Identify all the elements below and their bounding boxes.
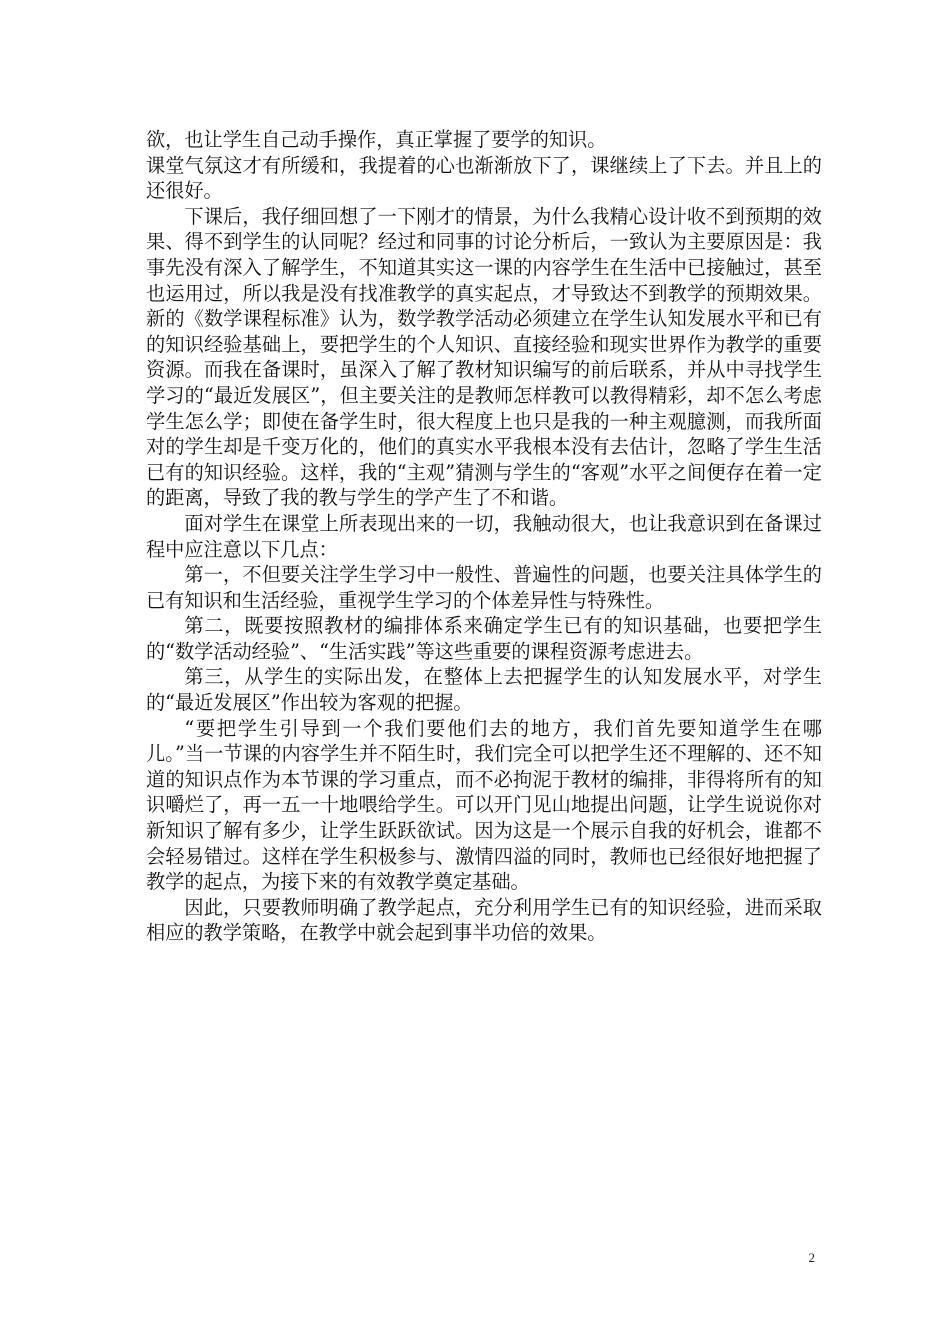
paragraph-continued: 欲，也让学生自己动手操作，真正掌握了要学的知识。 xyxy=(146,128,607,151)
paragraph-quote: “要把学生引导到一个我们要他们去的地方，我们首先要知道学生在哪儿。”当一节课的内容学生并不陌生时，我们完全可以把学生还不理解的、还不知道的知识点作为本节课的学习重点，而不必拘泥于教材的编排，非得将所有的知识嚼烂了，再一五一十地喂给学生。可以开门见山地提出问题，让学生说说你对新知识了解有多少，让学生跃跃欲试。因为这是一个展示自我的好机会，谁都不会轻易错过。这样在学生积极参与、激情四溢的同时，教师也已经很好地把握了教学的起点，为接下来的有效教学奠定基础。 xyxy=(146,716,822,894)
paragraph-point-three: 第三，从学生的实际出发，在整体上去把握学生的认知发展水平，对学生的“最近发展区”作出较为客观的把握。 xyxy=(146,665,822,715)
page-number: 2 xyxy=(808,1250,815,1265)
paragraph-reflection: 下课后，我仔细回想了一下刚才的情景，为什么我精心设计收不到预期的效果、得不到学生的认同呢？经过和同事的讨论分析后，一致认为主要原因是：我事先没有深入了解学生，不知道其实这一课的内容学生在生活中已接触过，甚至也运用过，所以我是没有找准教学的真实起点，才导致达不到教学的预期效果。新的《数学课程标准》认为，数学教学活动必须建立在学生认知发展水平和已有的知识经验基础上，要把学生的个人知识、直接经验和现实世界作为教学的重要资源。而我在备课时，虽深入了解了教材知识编写的前后联系，并从中寻找学生学习的“最近发展区”，但主要关注的是教师怎样教可以教得精彩，却不怎么考虑学生怎么学；即使在备学生时，很大程度上也只是我的一种主观臆测，而我所面对的学生却是千变万化的，他们的真实水平我根本没有去估计，忽略了学生生活已有的知识经验。这样，我的“主观”猜测与学生的“客观”水平之间便存在着一定的距离，导致了我的教与学生的学产生了不和谐。 xyxy=(146,204,822,510)
paragraph-realization: 面对学生在课堂上所表现出来的一切，我触动很大，也让我意识到在备课过程中应注意以下几点： xyxy=(146,511,822,561)
paragraph-point-one: 第一，不但要关注学生学习中一般性、普遍性的问题，也要关注具体学生的已有知识和生活经验，重视学生学习的个体差异性与特殊性。 xyxy=(146,563,822,612)
paragraph-conclusion: 因此，只要教师明确了教学起点，充分利用学生已有的知识经验，进而采取相应的教学策略，在教学中就会起到事半功倍的效果。 xyxy=(146,895,822,945)
document-body xyxy=(146,127,822,946)
paragraph-classroom-atmosphere: 课堂气氛这才有所缓和，我提着的心也渐渐放下了，课继续上了下去。并且上的还很好。 xyxy=(146,153,822,203)
paragraph-point-two: 第二，既要按照教材的编排体系来确定学生已有的知识基础，也要把学生的“数学活动经验”、“生活实践”等这些重要的课程资源考虑进去。 xyxy=(146,614,822,663)
